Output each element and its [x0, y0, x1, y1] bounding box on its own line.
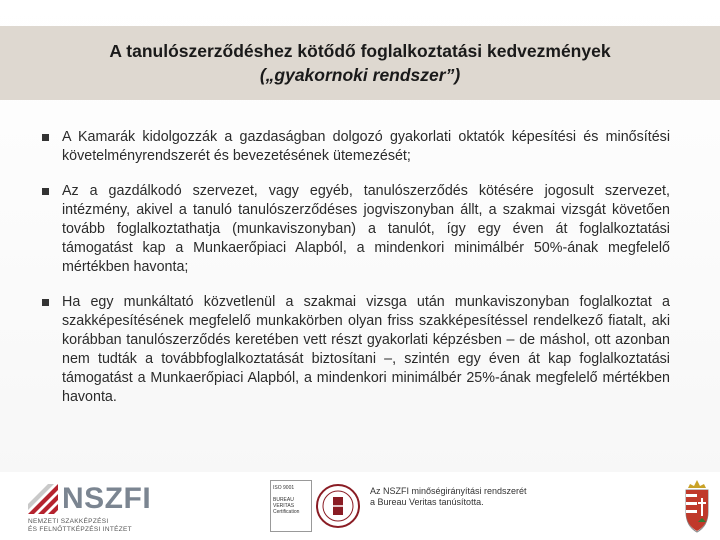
bullet-text: Az a gazdálkodó szervezet, vagy egyéb, tanulószerződés kötésére jogosult szervezet, intézmény, akivel a tanuló tanulószerződéses jogviszonyban állt, a szakmai vizsgát követően tovább foglalkoztathatja (munkaviszonyban) a tanulót, így egy éven át foglalkoztatási támogatást kap a Munkaerőpiaci Alapból, a mindenkori minimálbér 50%-ának megfelelő mértékben havonta;	[62, 183, 670, 275]
nszfi-mark-icon	[28, 484, 58, 514]
bureau-veritas-badge	[270, 480, 362, 532]
bullet-item	[42, 293, 670, 407]
title-band	[0, 26, 720, 100]
bureau-veritas-seal-icon	[314, 480, 362, 532]
bullet-item	[42, 128, 670, 166]
nszfi-logo	[28, 484, 188, 534]
nszfi-sub-line2: ÉS FELNŐTTKÉPZÉSI INTÉZET	[28, 526, 132, 533]
nszfi-logo-name: NSZFI	[62, 482, 152, 515]
iso-certificate-box	[270, 480, 312, 532]
bullet-square-icon	[42, 299, 49, 306]
footer	[0, 472, 720, 540]
hungarian-coat-of-arms-icon	[682, 476, 712, 536]
nszfi-sub-line1: NEMZETI SZAKKÉPZÉSI	[28, 518, 109, 525]
bullet-square-icon	[42, 188, 49, 195]
bullet-text: A Kamarák kidolgozzák a gazdaságban dolgozó gyakorlati oktatók képesítési és minősítési követelményrendszerét és bevezetésének ütemezését;	[62, 129, 670, 164]
iso-line2: BUREAU VERITAS	[273, 497, 295, 509]
slide-title-line1: A tanulószerződéshez kötődő foglalkoztatási kedvezmények	[109, 41, 611, 61]
bullet-item	[42, 182, 670, 277]
nszfi-logo-subtitle	[28, 518, 132, 534]
bullet-text: Ha egy munkáltató közvetlenül a szakmai vizsga után munkaviszonyban foglalkoztat a szakképesítésének megfelelő munkakörben olyan friss szakképesítéssel rendelkező fiatalt, aki korábban tanulószerződés keretében vett részt gyakorlati képzésben – de máshol, ott azonban nem tudták a továbbfoglalkoztatását biztosítani –, szintén egy éven át kap foglalkoztatási támogatást a Munkaerőpiaci Alapból, a mindenkori minimálbér 25%-ának megfelelő mértékben havonta.	[62, 294, 670, 405]
iso-line3: Certification	[273, 509, 300, 515]
certification-text: Az NSZFI minőségirányítási rendszerét a Bureau Veritas tanúsította.	[370, 486, 527, 507]
bullet-square-icon	[42, 134, 49, 141]
bullet-list	[42, 128, 670, 423]
slide-title-line2: („gyakornoki rendszer”)	[259, 65, 461, 85]
iso-line1: ISO 9001	[273, 485, 295, 491]
